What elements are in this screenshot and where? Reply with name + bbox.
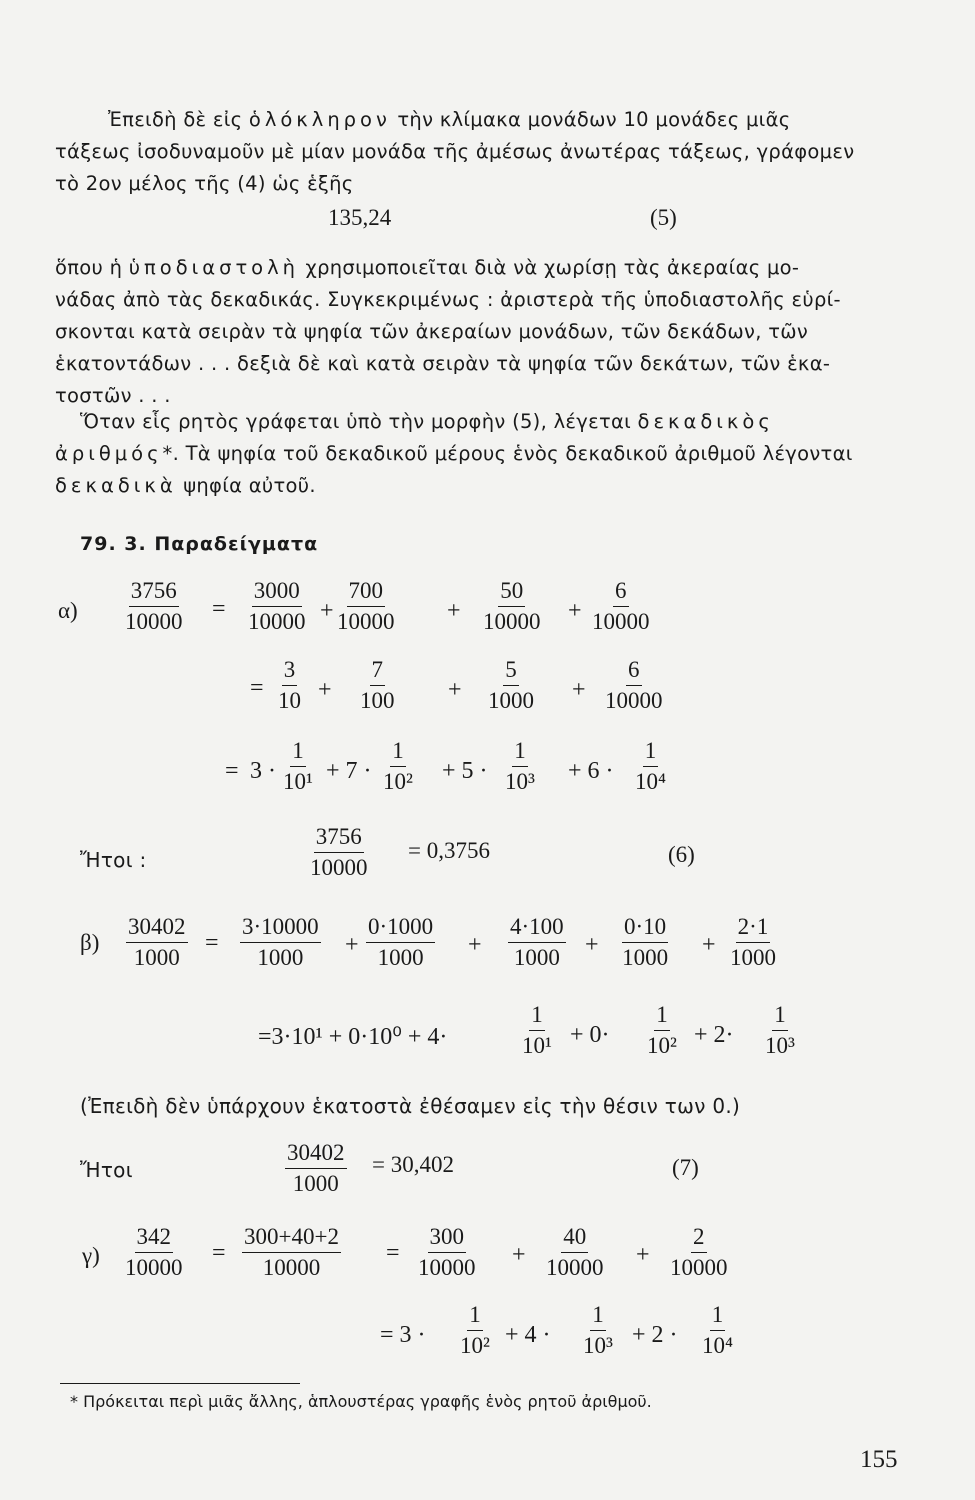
fraction: $\frac{3\cdot 10000}{1000}$ — [242, 914, 319, 970]
equation-6-label: (6) — [668, 842, 695, 867]
plus-sign: + — [320, 598, 334, 624]
plus-sign: + — [585, 932, 599, 958]
text-line: δεκαδικὰ ψηφία αὐτοῦ. — [55, 474, 316, 497]
equals-sign: = — [386, 1240, 400, 1266]
text-line: τάξεως ἰσοδυναμοῦν μὲ μίαν μονάδα τῆς ἀμέσως ἀνωτέρας τάξεως, γράφομεν — [55, 140, 855, 163]
coefficient: + 2· — [694, 1022, 734, 1048]
plus-sign: + — [572, 677, 586, 703]
fraction: $\frac{6}{10000}$ — [592, 578, 650, 634]
coefficient: + 5 · — [442, 758, 488, 784]
equals-sign: = — [212, 596, 226, 622]
plus-sign: + — [447, 598, 461, 624]
fraction: $\frac{1}{\text{10⁴}}$ — [635, 738, 667, 794]
text-line: νάδας ἀπὸ τὰς δεκαδικάς. Συγκεκριμένως : ἀριστερὰ τῆς ὑποδιαστολῆς εὑρί- — [55, 288, 841, 311]
equals-sign: = — [225, 758, 239, 784]
section-heading: 79. 3. Παραδείγματα — [80, 533, 319, 555]
fraction: $\frac{1}{\text{10³}}$ — [505, 738, 535, 794]
fraction: $\frac{1}{\text{10²}}$ — [383, 738, 413, 794]
equation-5-label: (5) — [650, 205, 677, 230]
fraction: $\frac{0\cdot 1000}{1000}$ — [368, 914, 434, 970]
plus-sign: + — [512, 1242, 526, 1268]
fraction: $\frac{6}{10000}$ — [605, 657, 663, 713]
fraction: $\frac{3000}{10000}$ — [248, 578, 306, 634]
coefficient: + 0· — [570, 1022, 610, 1048]
conclusion-word: Ἤτοι — [80, 1158, 133, 1182]
text-line: Ἐπειδὴ δὲ εἰς ὁλόκληρον τὴν κλίμακα μονάδων 10 μονάδες μιᾶς — [108, 108, 791, 131]
expansion-lead: =3·10¹ + 0·10⁰ + 4· — [258, 1024, 448, 1050]
fraction: $\frac{0\cdot 10}{1000}$ — [622, 914, 669, 970]
text-line: τοστῶν . . . — [55, 384, 171, 407]
plus-sign: + — [345, 932, 359, 958]
note-line: (Ἐπειδὴ δὲν ὑπάρχουν ἑκατοστὰ ἐθέσαμεν εἰς τὴν θέσιν των 0.) — [80, 1094, 741, 1118]
plus-sign: + — [636, 1242, 650, 1268]
fraction: $\frac{30402}{1000}$ — [128, 914, 186, 970]
coefficient: + 2 · — [632, 1322, 678, 1348]
equals-sign: = — [212, 1240, 226, 1266]
fraction: $\frac{40}{10000}$ — [546, 1224, 604, 1280]
text-line: ἀριθμός*. Τὰ ψηφία τοῦ δεκαδικοῦ μέρους ἑνὸς δεκαδικοῦ ἀριθμοῦ λέγονται — [55, 442, 853, 465]
fraction: $\frac{1}{\text{10¹}}$ — [283, 738, 313, 794]
equation-7-label: (7) — [672, 1155, 699, 1180]
footnote-rule — [60, 1383, 300, 1384]
fraction: $\frac{2}{10000}$ — [670, 1224, 728, 1280]
example-b-label: β) — [80, 930, 100, 955]
fraction: $\frac{2\cdot 1}{1000}$ — [730, 914, 776, 970]
conclusion-value: = 0,3756 — [408, 838, 490, 863]
page-number: 155 — [860, 1446, 898, 1473]
fraction: $\frac{50}{10000}$ — [483, 578, 541, 634]
fraction: $\frac{5}{1000}$ — [488, 657, 534, 713]
fraction: $\frac{700}{10000}$ — [337, 578, 395, 634]
fraction: $\frac{30402}{1000}$ — [287, 1140, 345, 1196]
equals-sign: = — [250, 675, 264, 701]
conclusion-word: Ἤτοι : — [80, 848, 147, 872]
conclusion-value: = 30,402 — [372, 1152, 454, 1177]
fraction: $\frac{3756}{10000}$ — [310, 824, 368, 880]
example-a-label: α) — [58, 598, 78, 623]
text-line: ὅπου ἡ ὑποδιαστολὴ χρησιμοποιεῖται διὰ νὰ χωρίσῃ τὰς ἀκεραίας μο- — [55, 256, 800, 279]
plus-sign: + — [702, 932, 716, 958]
footnote: * Πρόκειται περὶ μιᾶς ἄλλης, ἁπλουστέρας γραφῆς ἑνὸς ρητοῦ ἀριθμοῦ. — [70, 1392, 652, 1411]
fraction: $\frac{1}{\text{10³}}$ — [765, 1002, 795, 1058]
coefficient: + 6 · — [568, 758, 614, 784]
plus-sign: + — [568, 598, 582, 624]
fraction: $\frac{7}{100}$ — [360, 657, 395, 713]
text-line: σκονται κατὰ σειρὰν τὰ ψηφία τῶν ἀκεραίων μονάδων, τῶν δεκάδων, τῶν — [55, 320, 809, 343]
fraction: $\frac{1}{\text{10⁴}}$ — [702, 1302, 734, 1358]
fraction: $\frac{1}{\text{10³}}$ — [583, 1302, 613, 1358]
text-line: Ὅταν εἷς ρητὸς γράφεται ὑπὸ τὴν μορφὴν (5), λέγεται δεκαδικὸς — [80, 410, 774, 433]
fraction: $\frac{1}{\text{10²}}$ — [460, 1302, 490, 1358]
text-line: τὸ 2ον μέλος τῆς (4) ὡς ἑξῆς — [55, 172, 354, 195]
coefficient: 3 · — [250, 758, 276, 784]
fraction: $\frac{300+40+2}{10000}$ — [244, 1224, 339, 1280]
coefficient: + 4 · — [505, 1322, 551, 1348]
fraction: $\frac{3756}{10000}$ — [125, 578, 183, 634]
text-line: ἑκατοντάδων . . . δεξιὰ δὲ καὶ κατὰ σειρὰν τὰ ψηφία τῶν δεκάτων, τῶν ἑκα- — [55, 352, 831, 375]
coefficient: + 7 · — [326, 758, 372, 784]
example-c-label: γ) — [82, 1243, 100, 1268]
equals-sign: = — [205, 930, 219, 956]
equation-5-value: 135,24 — [328, 205, 392, 230]
fraction: $\frac{300}{10000}$ — [418, 1224, 476, 1280]
fraction: $\frac{1}{\text{10¹}}$ — [522, 1002, 552, 1058]
plus-sign: + — [448, 677, 462, 703]
fraction: $\frac{342}{10000}$ — [125, 1224, 183, 1280]
fraction: $\frac{3}{10}$ — [278, 657, 301, 713]
plus-sign: + — [468, 932, 482, 958]
fraction: $\frac{1}{\text{10²}}$ — [647, 1002, 677, 1058]
fraction: $\frac{4\cdot 100}{1000}$ — [510, 914, 564, 970]
plus-sign: + — [318, 677, 332, 703]
coefficient: = 3 · — [380, 1322, 426, 1348]
